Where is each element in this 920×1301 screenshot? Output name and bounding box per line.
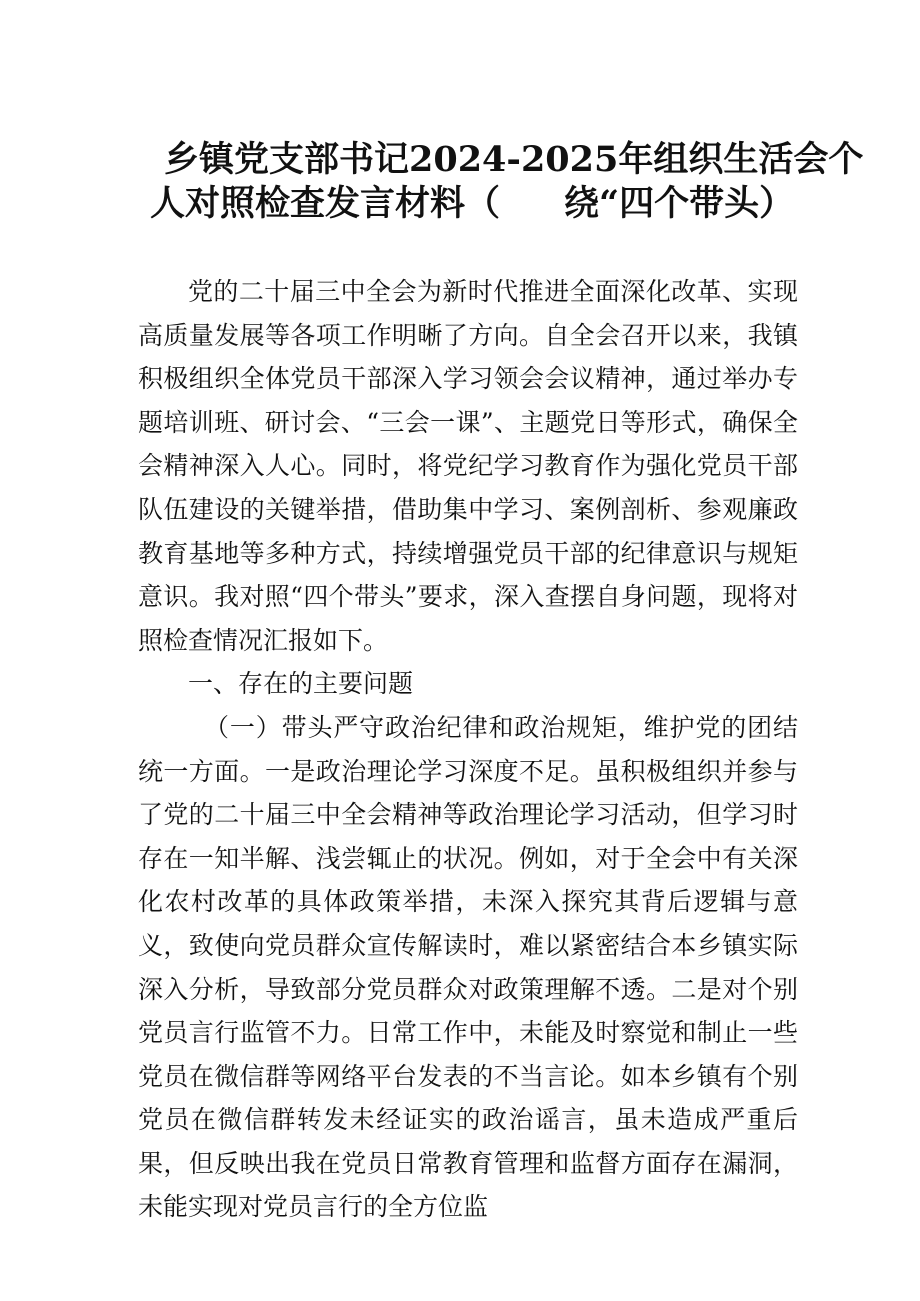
subsection-paragraph: （一）带头严守政治纪律和政治规矩，维护党的团结统一方面。一是政治理论学习深度不足。虽积极组织并参与了党的二十届三中全会精神等政治理论学习活动，但学习时存在一知半解、浅尝辄止的状况。例如，对于全会中有关深化农村改革的具体政策举措，未深入探究其背后逻辑与意义，致使向党员群众宣传解读时，难以紧密结合本乡镇实际深入分析，导致部分党员群众对政策理解不透。二是对个别党员言行监管不力。日常工作中，未能及时察觉和制止一些党员在微信群等网络平台发表的不当言论。如本乡镇有个别党员在微信群转发未经证实的政治谣言，虽未造成严重后果，但反映出我在党员日常教育管理和监督方面存在漏洞，未能实现对党员言行的全方位监 — [138, 712, 798, 1222]
document-body — [138, 270, 798, 1229]
intro-paragraph: 党的二十届三中全会为新时代推进全面深化改革、实现高质量发展等各项工作明晰了方向。自全会召开以来，我镇积极组织全体党员干部深入学习领会会议精神，通过举办专题培训班、研讨会、“三会一课”、主题党日等形式，确保全会精神深入人心。同时，将党纪学习教育作为强化党员干部队伍建设的关键举措，借助集中学习、案例剖析、参观廉政教育基地等多种方式，持续增强党员干部的纪律意识与规矩意识。我对照“四个带头”要求，深入查摆自身问题，现将对照检查情况汇报如下。 — [138, 277, 798, 655]
section-heading: 一、存在的主要问题 — [188, 669, 414, 699]
title-line-1: 乡镇党支部书记2024-2025年组织生活会个 — [164, 139, 864, 180]
title-line-2-part-2: 绕“四个带头） — [564, 183, 795, 224]
title-line-2 — [120, 182, 800, 226]
title-line-2-part-1: 人对照检查发言材料（ — [150, 183, 501, 224]
document-title — [120, 138, 864, 226]
